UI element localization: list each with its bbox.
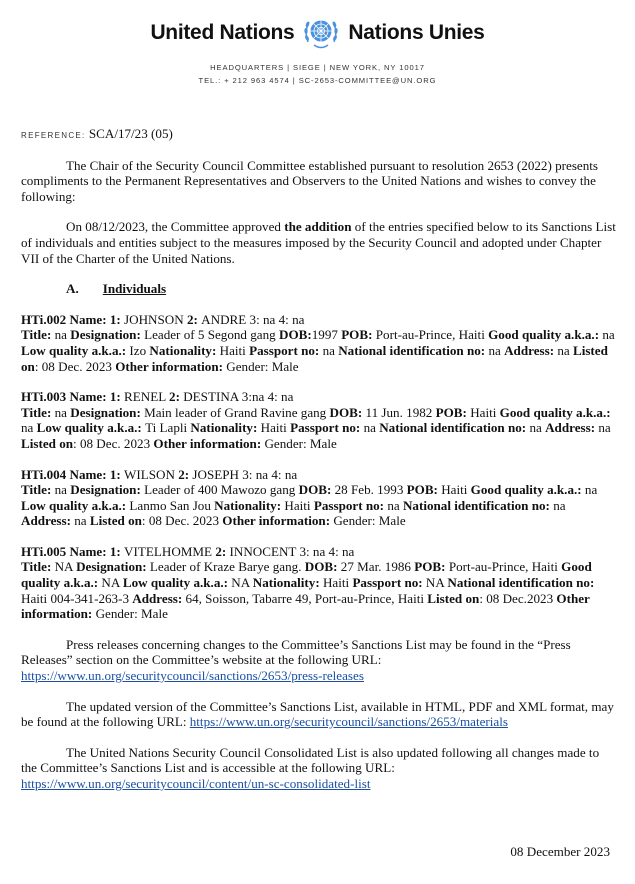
letter-body <box>21 126 617 807</box>
materials-link[interactable]: https://www.un.org/securitycouncil/sanctions/2653/materials <box>189 714 508 730</box>
entry-field-label: Title: <box>21 404 55 420</box>
entry-field-value: na <box>322 342 339 358</box>
entry-field-value: 11 Jun. 1982 <box>365 404 436 420</box>
entry-field-label: Good quality a.k.a.: <box>499 404 611 420</box>
entry-field-label: Listed on <box>427 590 480 606</box>
entry-field-value: NA <box>54 559 77 575</box>
entry-field-label: Listed on <box>89 513 142 529</box>
entry-field-label: National identification no: <box>402 497 554 513</box>
entry-field-value: Haiti <box>441 482 471 498</box>
entry-field-label: Title: <box>21 482 55 498</box>
entry-field-label: 2: <box>178 466 193 482</box>
entry-field-label: Other information: <box>115 358 227 374</box>
entry-field-value: JOSEPH 3: na 4: na <box>192 466 298 482</box>
entry-field-label: Passport no: <box>352 575 426 591</box>
entry-field-value: na <box>602 327 615 343</box>
entry-field-value: JOHNSON <box>124 311 187 327</box>
entry-field-label: Nationality: <box>252 575 323 591</box>
entry-field-value: Gender: Male <box>264 435 337 451</box>
entry-field-label: Low quality a.k.a.: <box>36 420 146 436</box>
entry-field-value: Haiti <box>260 420 291 436</box>
brand <box>0 12 635 54</box>
entry-field-label: Good quality a.k.a.: <box>488 327 603 343</box>
entry-field-value: Leader of 5 Segond gang <box>144 327 279 343</box>
entry-field-label: Low quality a.k.a.: <box>122 575 232 591</box>
entry-field-label: Other information: <box>21 590 590 622</box>
entry-field-value: NA <box>425 575 448 591</box>
entry-field-label: Address: <box>132 590 186 606</box>
entry-field-value: Izo <box>129 342 150 358</box>
entry-field-value: WILSON <box>124 466 179 482</box>
entry-field-label: Designation: <box>70 404 145 420</box>
entry-field-label: Designation: <box>76 559 150 575</box>
entry-field-value: Gender: Male <box>226 358 299 374</box>
letter-date: 08 December 2023 <box>510 844 610 859</box>
entry-field-value: na <box>387 497 403 513</box>
approval-after: of the entries specified below to its Sanctions List of individuals and entities subject to the measures imposed by the Security Council and adopted under Chapter VII of the Charter of the United Nations. <box>21 219 616 266</box>
entry-field-value: na <box>488 342 505 358</box>
entry-field-label: HTi.003 Name: 1: <box>21 389 125 405</box>
entry-field-label: Good quality a.k.a.: <box>470 482 585 498</box>
consolidated-text: The United Nations Security Council Consolidated List is also updated following all changes made to the Committee’s Sanctions List and is accessible at the following URL: <box>21 744 600 776</box>
entry-field-value: na <box>54 327 71 343</box>
entry-field-value: na <box>363 420 380 436</box>
entry-field-label: Designation: <box>70 482 145 498</box>
entry-field-value: Leader of Kraze Barye gang. <box>149 559 305 575</box>
entry-field-value: Haiti <box>470 404 500 420</box>
entry-field-label: HTi.004 Name: 1: <box>21 466 125 482</box>
entry-field-value: Leader of 400 Mawozo gang <box>144 482 299 498</box>
entry-field-label: Low quality a.k.a.: <box>21 497 130 513</box>
entry-field-value: na <box>557 342 573 358</box>
un-emblem-icon <box>300 12 342 54</box>
sanctions-entry <box>21 312 617 374</box>
entry-field-value: na <box>21 420 37 436</box>
entry-field-value: Lanmo San Jou <box>129 497 215 513</box>
press-paragraph <box>21 637 617 684</box>
entry-field-value: : 08 Dec. 2023 <box>73 435 154 451</box>
letterhead <box>0 0 635 90</box>
address-line: HEADQUARTERS | SIEGE | NEW YORK, NY 10017 <box>210 63 425 72</box>
entry-field-value: Ti Lapli <box>145 420 191 436</box>
section-title: Individuals <box>102 281 167 297</box>
entry-field-value: na <box>553 497 566 513</box>
reference-label: REFERENCE: <box>21 131 86 140</box>
entry-field-value: 1997 <box>311 327 342 343</box>
entry-field-label: Nationality: <box>214 497 285 513</box>
entry-field-value: Haiti <box>284 497 314 513</box>
entry-field-value: Haiti <box>322 575 353 591</box>
entry-field-value: 64, Soisson, Tabarre 49, Port-au-Prince, Haiti <box>185 590 428 606</box>
entry-field-label: Good quality a.k.a.: <box>21 559 592 591</box>
entry-field-label: Address: <box>545 420 599 436</box>
entry-field-value: na <box>584 482 598 498</box>
entry-field-label: 2: <box>186 311 202 327</box>
entry-field-value: Haiti <box>219 342 250 358</box>
entry-field-label: Passport no: <box>313 497 388 513</box>
entry-field-label: National identification no: <box>447 575 595 591</box>
entry-field-value: na <box>598 420 611 436</box>
entry-field-value: DESTINA 3:na 4: na <box>183 389 294 405</box>
entry-field-label: Nationality: <box>149 342 220 358</box>
entry-field-label: HTi.005 Name: 1: <box>21 543 125 559</box>
entry-field-value: 28 Feb. 1993 <box>334 482 407 498</box>
entry-field-label: POB: <box>341 327 376 343</box>
entry-field-label: DOB: <box>298 482 335 498</box>
intro-paragraph: The Chair of the Security Council Committee established pursuant to resolution 2653 (2022) presents compliments to the Permanent Representatives and Observers to the United Nations and wishes to convey the following: <box>21 157 599 204</box>
entry-field-label: Low quality a.k.a.: <box>21 342 130 358</box>
approval-bold: the addition <box>284 219 352 235</box>
entry-field-label: Title: <box>21 327 55 343</box>
reference <box>21 126 617 144</box>
entry-field-label: 2: <box>215 543 230 559</box>
entry-field-value: : 08 Dec.2023 <box>479 590 557 606</box>
entry-field-value: Gender: Male <box>95 606 168 622</box>
consolidated-list-link[interactable]: https://www.un.org/securitycouncil/content/un-sc-consolidated-list <box>21 776 371 791</box>
entry-field-label: Listed on <box>21 342 608 374</box>
entry-field-label: Passport no: <box>290 420 364 436</box>
entry-field-value: Gender: Male <box>333 513 406 529</box>
approval-paragraph <box>21 219 617 266</box>
entry-field-value: Port-au-Prince, Haiti <box>448 559 562 575</box>
entry-field-label: DOB: <box>329 404 366 420</box>
entry-field-label: POB: <box>414 559 449 575</box>
entry-field-label: National identification no: <box>338 342 489 358</box>
entry-field-label: Passport no: <box>249 342 323 358</box>
entry-field-label: Other information: <box>153 435 265 451</box>
entry-field-value: 27 Mar. 1986 <box>340 559 415 575</box>
brand-name-fr: Nations Unies <box>348 21 485 44</box>
entry-field-value: : 08 Dec. 2023 <box>34 358 116 374</box>
press-releases-link[interactable]: https://www.un.org/securitycouncil/sanctions/2653/press-releases <box>21 668 364 684</box>
contact-line: TEL.: + 212 963 4574 | SC-2653-COMMITTEE@UN.ORG <box>198 76 437 85</box>
entry-field-label: Address: <box>504 342 558 358</box>
entry-field-value: Haiti 004-341-263-3 <box>21 590 133 606</box>
entry-field-label: 2: <box>169 389 184 405</box>
consolidated-paragraph <box>21 745 617 792</box>
entry-field-value: ANDRE 3: na 4: na <box>201 311 305 327</box>
press-text: Press releases concerning changes to the Committee’s Sanctions List may be found in the “Press Releases” section on the Committee’s website at the following URL: <box>21 636 571 668</box>
entry-field-label: DOB: <box>304 559 341 575</box>
entry-field-label: HTi.002 Name: 1: <box>21 311 125 327</box>
entry-field-value: Main leader of Grand Ravine gang <box>144 404 330 420</box>
entry-field-value: na <box>54 482 71 498</box>
entry-field-label: POB: <box>406 482 442 498</box>
entry-field-value: VITELHOMME <box>124 543 216 559</box>
entry-field-label: DOB: <box>278 327 312 343</box>
entries-list <box>21 312 617 622</box>
updated-list-paragraph <box>21 699 617 730</box>
sanctions-entry <box>21 389 617 451</box>
section-heading <box>66 281 617 297</box>
reference-value: SCA/17/23 (05) <box>88 126 173 141</box>
entry-field-value: na <box>74 513 90 529</box>
entry-field-value: na <box>529 420 546 436</box>
entry-field-value: NA <box>231 575 253 591</box>
sanctions-entry <box>21 467 617 529</box>
entry-field-label: Other information: <box>222 513 334 529</box>
section-letter: A. <box>66 281 79 297</box>
approval-before: On 08/12/2023, the Committee approved <box>66 219 285 235</box>
entry-field-label: POB: <box>435 404 471 420</box>
entry-field-value: NA <box>101 575 123 591</box>
entry-field-label: National identification no: <box>379 420 530 436</box>
entry-field-value: RENEL <box>124 389 170 405</box>
entry-field-label: Nationality: <box>190 420 261 436</box>
entry-field-label: Listed on <box>21 435 74 451</box>
entry-field-value: INNOCENT 3: na 4: na <box>229 543 355 559</box>
brand-name-en: United Nations <box>150 21 295 44</box>
entry-field-value: na <box>54 404 71 420</box>
entry-field-label: Address: <box>21 513 75 529</box>
entry-field-value: : 08 Dec. 2023 <box>141 513 223 529</box>
entry-field-label: Title: <box>21 559 55 575</box>
sanctions-entry <box>21 544 617 622</box>
entry-field-label: Designation: <box>70 327 145 343</box>
updated-text: The updated version of the Committee’s Sanctions List, available in HTML, PDF and XML format, may be found at the following URL: <box>21 698 614 730</box>
entry-field-value: Port-au-Prince, Haiti <box>375 327 489 343</box>
